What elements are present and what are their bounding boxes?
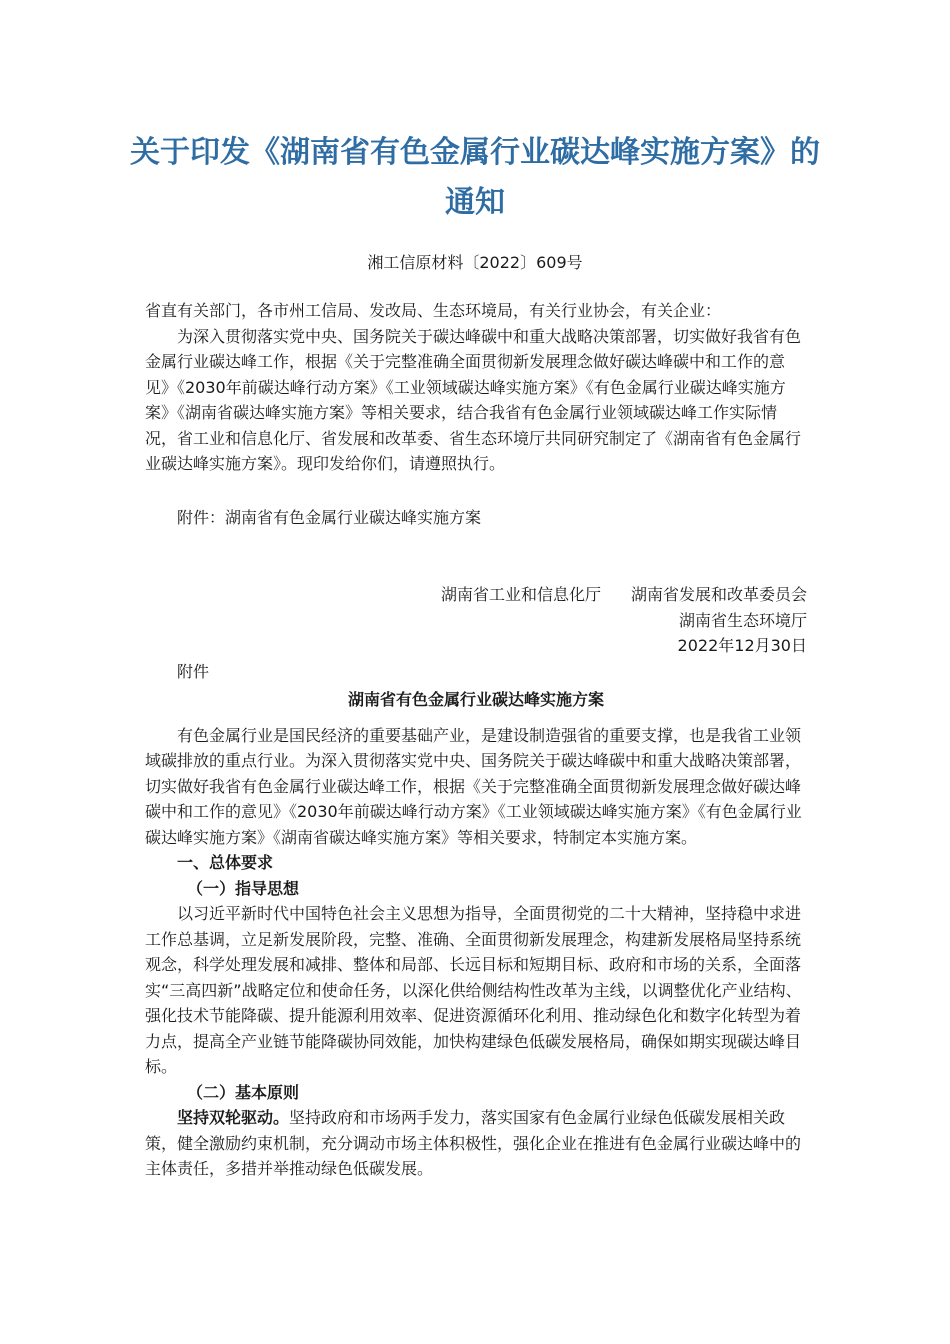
signer-1: 湖南省工业和信息化厅: [440, 585, 601, 604]
document-body: [145, 298, 807, 1182]
signer-2: 湖南省发展和改革委员会: [630, 585, 807, 604]
subsection-heading: （一）指导思想: [187, 878, 300, 898]
guiding-paragraph: 以习近平新时代中国特色社会主义思想为指导，全面贯彻党的二十大精神，坚持稳中求进工作总基调，立足新发展阶段，完整、准确、全面贯彻新发展理念，构建新发展格局坚持系统观念，科学处理发展和减排、整体和局部、长远目标和短期目标、政府和市场的关系，全面落实“三高四新”战略定位和使命任务，以深化供给侧结构性改革为主线，以调整优化产业结构、强化技术节能降碳、提升能源利用效率、促进资源循环化利用、推动绿色化和数字化转型为着力点，提高全产业链节能降碳协同效能，加快构建绿色低碳发展格局，确保如期实现碳达峰目标。: [145, 904, 802, 1076]
salutation: 省直有关部门，各市州工信局、发改局、生态环境局，有关行业协会，有关企业：: [145, 301, 722, 320]
signer-3: 湖南省生态环境厅: [678, 610, 807, 630]
attachment-label: 附件: [177, 661, 210, 681]
intro-paragraph: 有色金属行业是国民经济的重要基础产业，是建设制造强省的重要支撑，也是我省工业领域碳排放的重点行业。为深入贯彻落实党中央、国务院关于碳达峰碳中和重大战略决策部署，切实做好我省有色金属行业碳达峰工作，根据《关于完整准确全面贯彻新发展理念做好碳达峰碳中和工作的意见》《2030年前碳达峰行动方案》《工业领域碳达峰实施方案》《有色金属行业碳达峰实施方案》《湖南省碳达峰实施方案》等相关要求，特制定本实施方案。: [145, 725, 802, 847]
section-heading: 一、总体要求: [177, 853, 274, 872]
issue-date: 2022年12月30日: [677, 636, 807, 655]
notice-title: 关于印发《湖南省有色金属行业碳达峰实施方案》的通知: [130, 135, 820, 220]
attachment-reference: 附件：湖南省有色金属行业碳达峰实施方案: [177, 507, 482, 527]
principle-paragraph: [145, 1105, 807, 1182]
notice-paragraph: 为深入贯彻落实党中央、国务院关于碳达峰碳中和重大战略决策部署，切实做好我省有色金属行业碳达峰工作，根据《关于完整准确全面贯彻新发展理念做好碳达峰碳中和工作的意见》《2030年前碳达峰行动方案》《工业领域碳达峰实施方案》《有色金属行业碳达峰实施方案》《湖南省碳达峰实施方案》等相关要求，结合我省有色金属行业领域碳达峰工作实际情况，省工业和信息化厅、省发展和改革委、省生态环境厅共同研究制定了《湖南省有色金属行业碳达峰实施方案》。现印发给你们，请遵照执行。: [145, 326, 802, 473]
principle-lead: 坚持双轮驱动。: [177, 1108, 290, 1127]
document-number: 湘工信原材料〔2022〕609号: [367, 253, 583, 272]
principle-text: 坚持政府和市场两手发力，落实国家有色金属行业绿色低碳发展相关政策，健全激励约束机制，充分调动市场主体积极性，强化企业在推进有色金属行业碳达峰中的主体责任，多措并举推动绿色低碳发展。: [145, 1108, 802, 1178]
subsection-heading: （二）基本原则: [187, 1082, 300, 1102]
signer-line-1: [145, 582, 807, 608]
attachment-title: 湖南省有色金属行业碳达峰实施方案: [347, 690, 604, 709]
